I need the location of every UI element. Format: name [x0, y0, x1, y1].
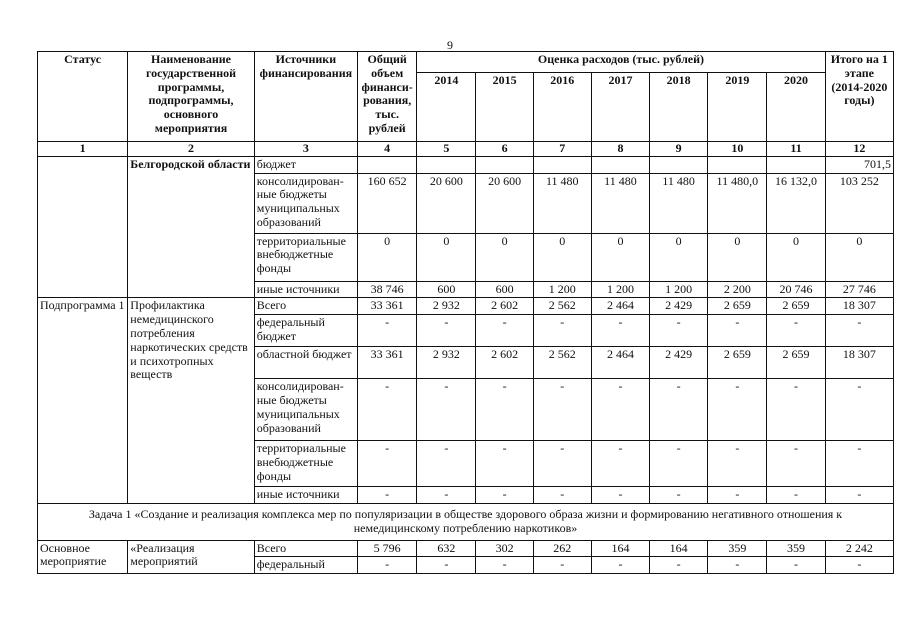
source-cell: территориальные внебюджетные фонды — [254, 441, 357, 487]
header-name: Наименование государственной программы, подпрограммы, основного мероприятия — [128, 52, 254, 142]
header-year: 2020 — [767, 73, 825, 142]
value-cell: 302 — [476, 540, 533, 557]
value-cell — [358, 156, 417, 173]
table-row — [38, 156, 894, 173]
value-cell — [476, 156, 533, 173]
value-cell: - — [591, 441, 649, 487]
value-cell: - — [825, 441, 893, 487]
program-name-cell: «Реализация мероприятий — [128, 540, 254, 574]
column-number: 1 — [38, 142, 128, 157]
value-cell: 0 — [533, 233, 591, 281]
value-cell: - — [825, 315, 893, 347]
value-cell: - — [708, 315, 767, 347]
value-cell: 2 659 — [767, 347, 825, 379]
value-cell: - — [591, 557, 649, 574]
value-cell: - — [358, 315, 417, 347]
value-cell: - — [825, 557, 893, 574]
header-year: 2016 — [533, 73, 591, 142]
value-cell: 2 932 — [417, 298, 476, 315]
value-cell: - — [476, 441, 533, 487]
header-sources: Источники финансирования — [254, 52, 357, 142]
source-cell: консолидирован-ные бюджеты муниципальных образований — [254, 173, 357, 233]
task-title: Задача 1 «Создание и реализация комплекса мер по популяризации в обществе здорового образа жизни и формированию негативного отношения к немедицинскому потреблению наркотиков» — [38, 503, 894, 540]
value-cell: 11 480 — [533, 173, 591, 233]
value-cell: 164 — [591, 540, 649, 557]
column-numbers-row — [38, 142, 894, 157]
value-cell: - — [533, 315, 591, 347]
status-cell: Основное мероприятие — [38, 540, 128, 574]
value-cell: - — [533, 441, 591, 487]
source-cell: федеральный бюджет — [254, 315, 357, 347]
value-cell: - — [708, 379, 767, 441]
value-cell — [417, 156, 476, 173]
value-cell: 1 200 — [650, 281, 708, 298]
column-number: 3 — [254, 142, 357, 157]
value-cell: - — [476, 557, 533, 574]
value-cell: - — [767, 441, 825, 487]
value-cell: 2 464 — [591, 298, 649, 315]
value-cell: - — [476, 487, 533, 504]
value-cell: 27 746 — [825, 281, 893, 298]
source-cell: консолидирован-ные бюджеты муниципальных образований — [254, 379, 357, 441]
source-cell: территориальные внебюджетные фонды — [254, 233, 357, 281]
value-cell: 0 — [708, 233, 767, 281]
value-cell: 38 746 — [358, 281, 417, 298]
column-number: 9 — [650, 142, 708, 157]
column-number: 10 — [708, 142, 767, 157]
value-cell: - — [708, 441, 767, 487]
value-cell: - — [417, 315, 476, 347]
column-number: 5 — [417, 142, 476, 157]
value-cell: - — [533, 557, 591, 574]
source-cell: бюджет — [254, 156, 357, 173]
value-cell: 0 — [650, 233, 708, 281]
value-cell: 0 — [476, 233, 533, 281]
value-cell: 11 480 — [591, 173, 649, 233]
value-cell — [591, 156, 649, 173]
table-row — [38, 298, 894, 315]
value-cell: - — [767, 557, 825, 574]
value-cell: 11 480 — [650, 173, 708, 233]
value-cell: 701,5 — [825, 156, 893, 173]
source-cell: иные источники — [254, 281, 357, 298]
value-cell: - — [533, 487, 591, 504]
value-cell: 632 — [417, 540, 476, 557]
header-year: 2017 — [591, 73, 649, 142]
value-cell: - — [417, 557, 476, 574]
value-cell: 11 480,0 — [708, 173, 767, 233]
value-cell — [650, 156, 708, 173]
value-cell: 33 361 — [358, 347, 417, 379]
value-cell: 5 796 — [358, 540, 417, 557]
value-cell: 2 562 — [533, 347, 591, 379]
value-cell: 103 252 — [825, 173, 893, 233]
column-number: 7 — [533, 142, 591, 157]
header-estimate: Оценка расходов (тыс. рублей) — [417, 52, 825, 73]
value-cell: 1 200 — [533, 281, 591, 298]
value-cell: - — [591, 487, 649, 504]
value-cell: 2 429 — [650, 298, 708, 315]
value-cell: 0 — [825, 233, 893, 281]
value-cell: 20 600 — [417, 173, 476, 233]
value-cell: - — [650, 315, 708, 347]
value-cell: 2 602 — [476, 298, 533, 315]
value-cell: 600 — [417, 281, 476, 298]
column-number: 8 — [591, 142, 649, 157]
header-status: Статус — [38, 52, 128, 142]
value-cell: 2 242 — [825, 540, 893, 557]
value-cell: - — [591, 315, 649, 347]
value-cell: 18 307 — [825, 298, 893, 315]
column-number: 11 — [767, 142, 825, 157]
status-cell — [38, 156, 128, 298]
value-cell: 2 659 — [708, 347, 767, 379]
value-cell: - — [417, 379, 476, 441]
header-year: 2019 — [708, 73, 767, 142]
value-cell: 0 — [358, 233, 417, 281]
value-cell: 2 429 — [650, 347, 708, 379]
value-cell — [767, 156, 825, 173]
value-cell: 2 932 — [417, 347, 476, 379]
source-cell: федеральный — [254, 557, 357, 574]
value-cell — [708, 156, 767, 173]
status-cell: Подпрограмма 1 — [38, 298, 128, 504]
value-cell: - — [417, 487, 476, 504]
header-year: 2015 — [476, 73, 533, 142]
source-cell: Всего — [254, 298, 357, 315]
value-cell: 2 200 — [708, 281, 767, 298]
task-row — [38, 503, 894, 540]
column-number: 12 — [825, 142, 893, 157]
value-cell: 359 — [767, 540, 825, 557]
source-cell: иные источники — [254, 487, 357, 504]
value-cell: 359 — [708, 540, 767, 557]
value-cell: 2 659 — [708, 298, 767, 315]
value-cell: 600 — [476, 281, 533, 298]
value-cell: 16 132,0 — [767, 173, 825, 233]
value-cell: - — [358, 487, 417, 504]
value-cell: - — [825, 379, 893, 441]
value-cell: - — [767, 379, 825, 441]
program-name-cell: Профилактика немедицинского потребления наркотических средств и психотропных веществ — [128, 298, 254, 504]
value-cell: - — [476, 315, 533, 347]
value-cell: - — [708, 487, 767, 504]
value-cell: - — [767, 487, 825, 504]
source-cell: Всего — [254, 540, 357, 557]
value-cell: - — [476, 379, 533, 441]
value-cell: 164 — [650, 540, 708, 557]
header-year: 2018 — [650, 73, 708, 142]
value-cell: - — [358, 557, 417, 574]
value-cell: - — [767, 315, 825, 347]
header-total: Общий объем финанси-рования, тыс. рублей — [358, 52, 417, 142]
column-number: 4 — [358, 142, 417, 157]
value-cell: 18 307 — [825, 347, 893, 379]
value-cell: - — [358, 441, 417, 487]
value-cell: 20 746 — [767, 281, 825, 298]
value-cell: - — [533, 379, 591, 441]
value-cell: 262 — [533, 540, 591, 557]
value-cell: - — [417, 441, 476, 487]
value-cell: 2 562 — [533, 298, 591, 315]
value-cell — [533, 156, 591, 173]
value-cell: - — [650, 441, 708, 487]
value-cell: - — [708, 557, 767, 574]
value-cell: - — [358, 379, 417, 441]
value-cell: 0 — [417, 233, 476, 281]
value-cell: 0 — [767, 233, 825, 281]
value-cell: - — [650, 557, 708, 574]
value-cell: 2 464 — [591, 347, 649, 379]
value-cell: 33 361 — [358, 298, 417, 315]
header-stage-total: Итого на 1 этапе (2014-2020 годы) — [825, 52, 893, 142]
value-cell: - — [825, 487, 893, 504]
page-number: 9 — [447, 38, 453, 52]
value-cell: 0 — [591, 233, 649, 281]
value-cell: 1 200 — [591, 281, 649, 298]
column-number: 2 — [128, 142, 254, 157]
value-cell: - — [650, 379, 708, 441]
value-cell: 20 600 — [476, 173, 533, 233]
source-cell: областной бюджет — [254, 347, 357, 379]
value-cell: - — [591, 379, 649, 441]
value-cell: 160 652 — [358, 173, 417, 233]
value-cell: 2 602 — [476, 347, 533, 379]
program-name-cell: Белгородской области — [128, 156, 254, 298]
value-cell: 2 659 — [767, 298, 825, 315]
table-row — [38, 540, 894, 557]
budget-table — [37, 51, 894, 574]
header-year: 2014 — [417, 73, 476, 142]
column-number: 6 — [476, 142, 533, 157]
value-cell: - — [650, 487, 708, 504]
